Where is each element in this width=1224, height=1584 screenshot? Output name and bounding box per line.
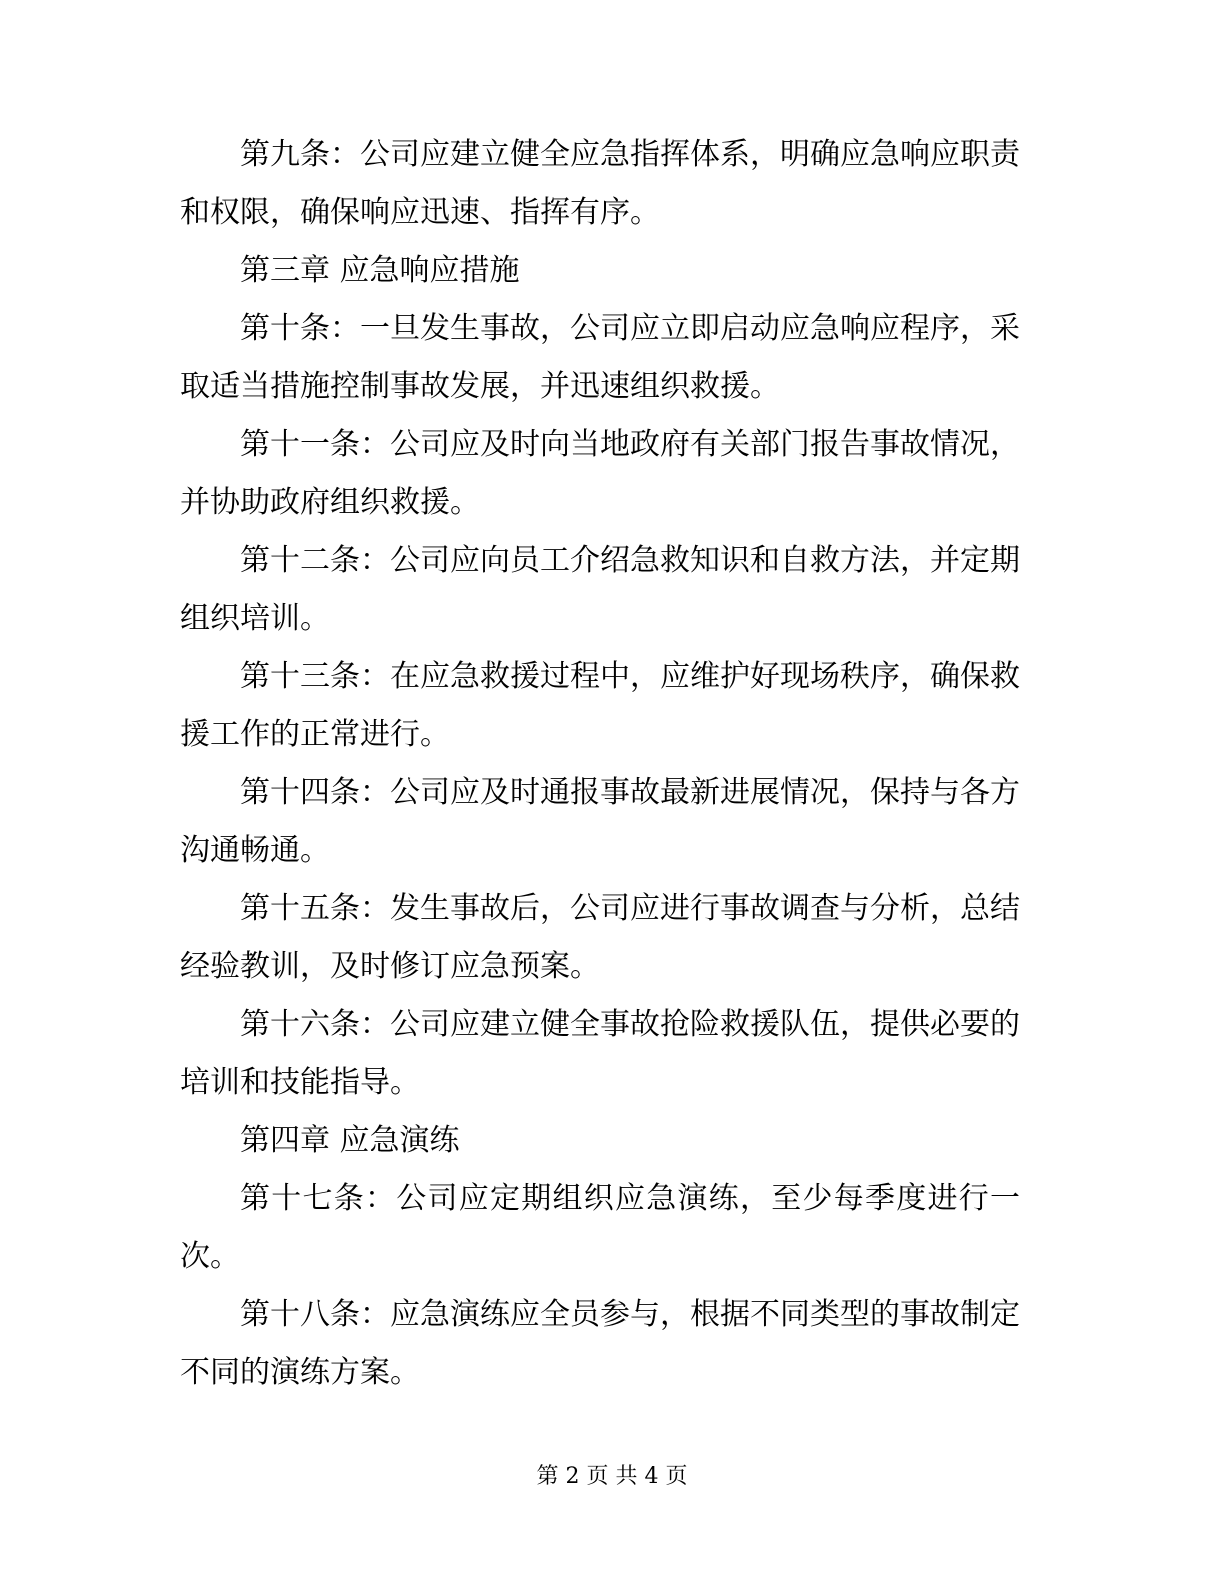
article-11: 第十一条：公司应及时向当地政府有关部门报告事故情况，并协助政府组织救援。 <box>180 427 1020 520</box>
chapter-3-heading: 第三章 应急响应措施 <box>240 253 520 288</box>
page-footer: 第 2 页 共 4 页 <box>536 1464 688 1489</box>
article-10: 第十条：一旦发生事故，公司应立即启动应急响应程序，采取适当措施控制事故发展，并迅速组织救援。 <box>180 311 1020 404</box>
article-9: 第九条：公司应建立健全应急指挥体系，明确应急响应职责和权限，确保响应迅速、指挥有序。 <box>180 137 1020 230</box>
article-15: 第十五条：发生事故后，公司应进行事故调查与分析，总结经验教训，及时修订应急预案。 <box>180 891 1020 984</box>
document-body <box>180 126 1020 1402</box>
chapter-4-heading: 第四章 应急演练 <box>240 1123 460 1158</box>
article-14: 第十四条：公司应及时通报事故最新进展情况，保持与各方沟通畅通。 <box>180 775 1020 868</box>
article-12: 第十二条：公司应向员工介绍急救知识和自救方法，并定期组织培训。 <box>180 543 1020 636</box>
article-18: 第十八条：应急演练应全员参与，根据不同类型的事故制定不同的演练方案。 <box>180 1297 1020 1390</box>
article-13: 第十三条：在应急救援过程中，应维护好现场秩序，确保救援工作的正常进行。 <box>180 659 1020 752</box>
article-16: 第十六条：公司应建立健全事故抢险救援队伍，提供必要的培训和技能指导。 <box>180 1007 1020 1100</box>
article-17: 第十七条：公司应定期组织应急演练，至少每季度进行一次。 <box>180 1181 1020 1274</box>
